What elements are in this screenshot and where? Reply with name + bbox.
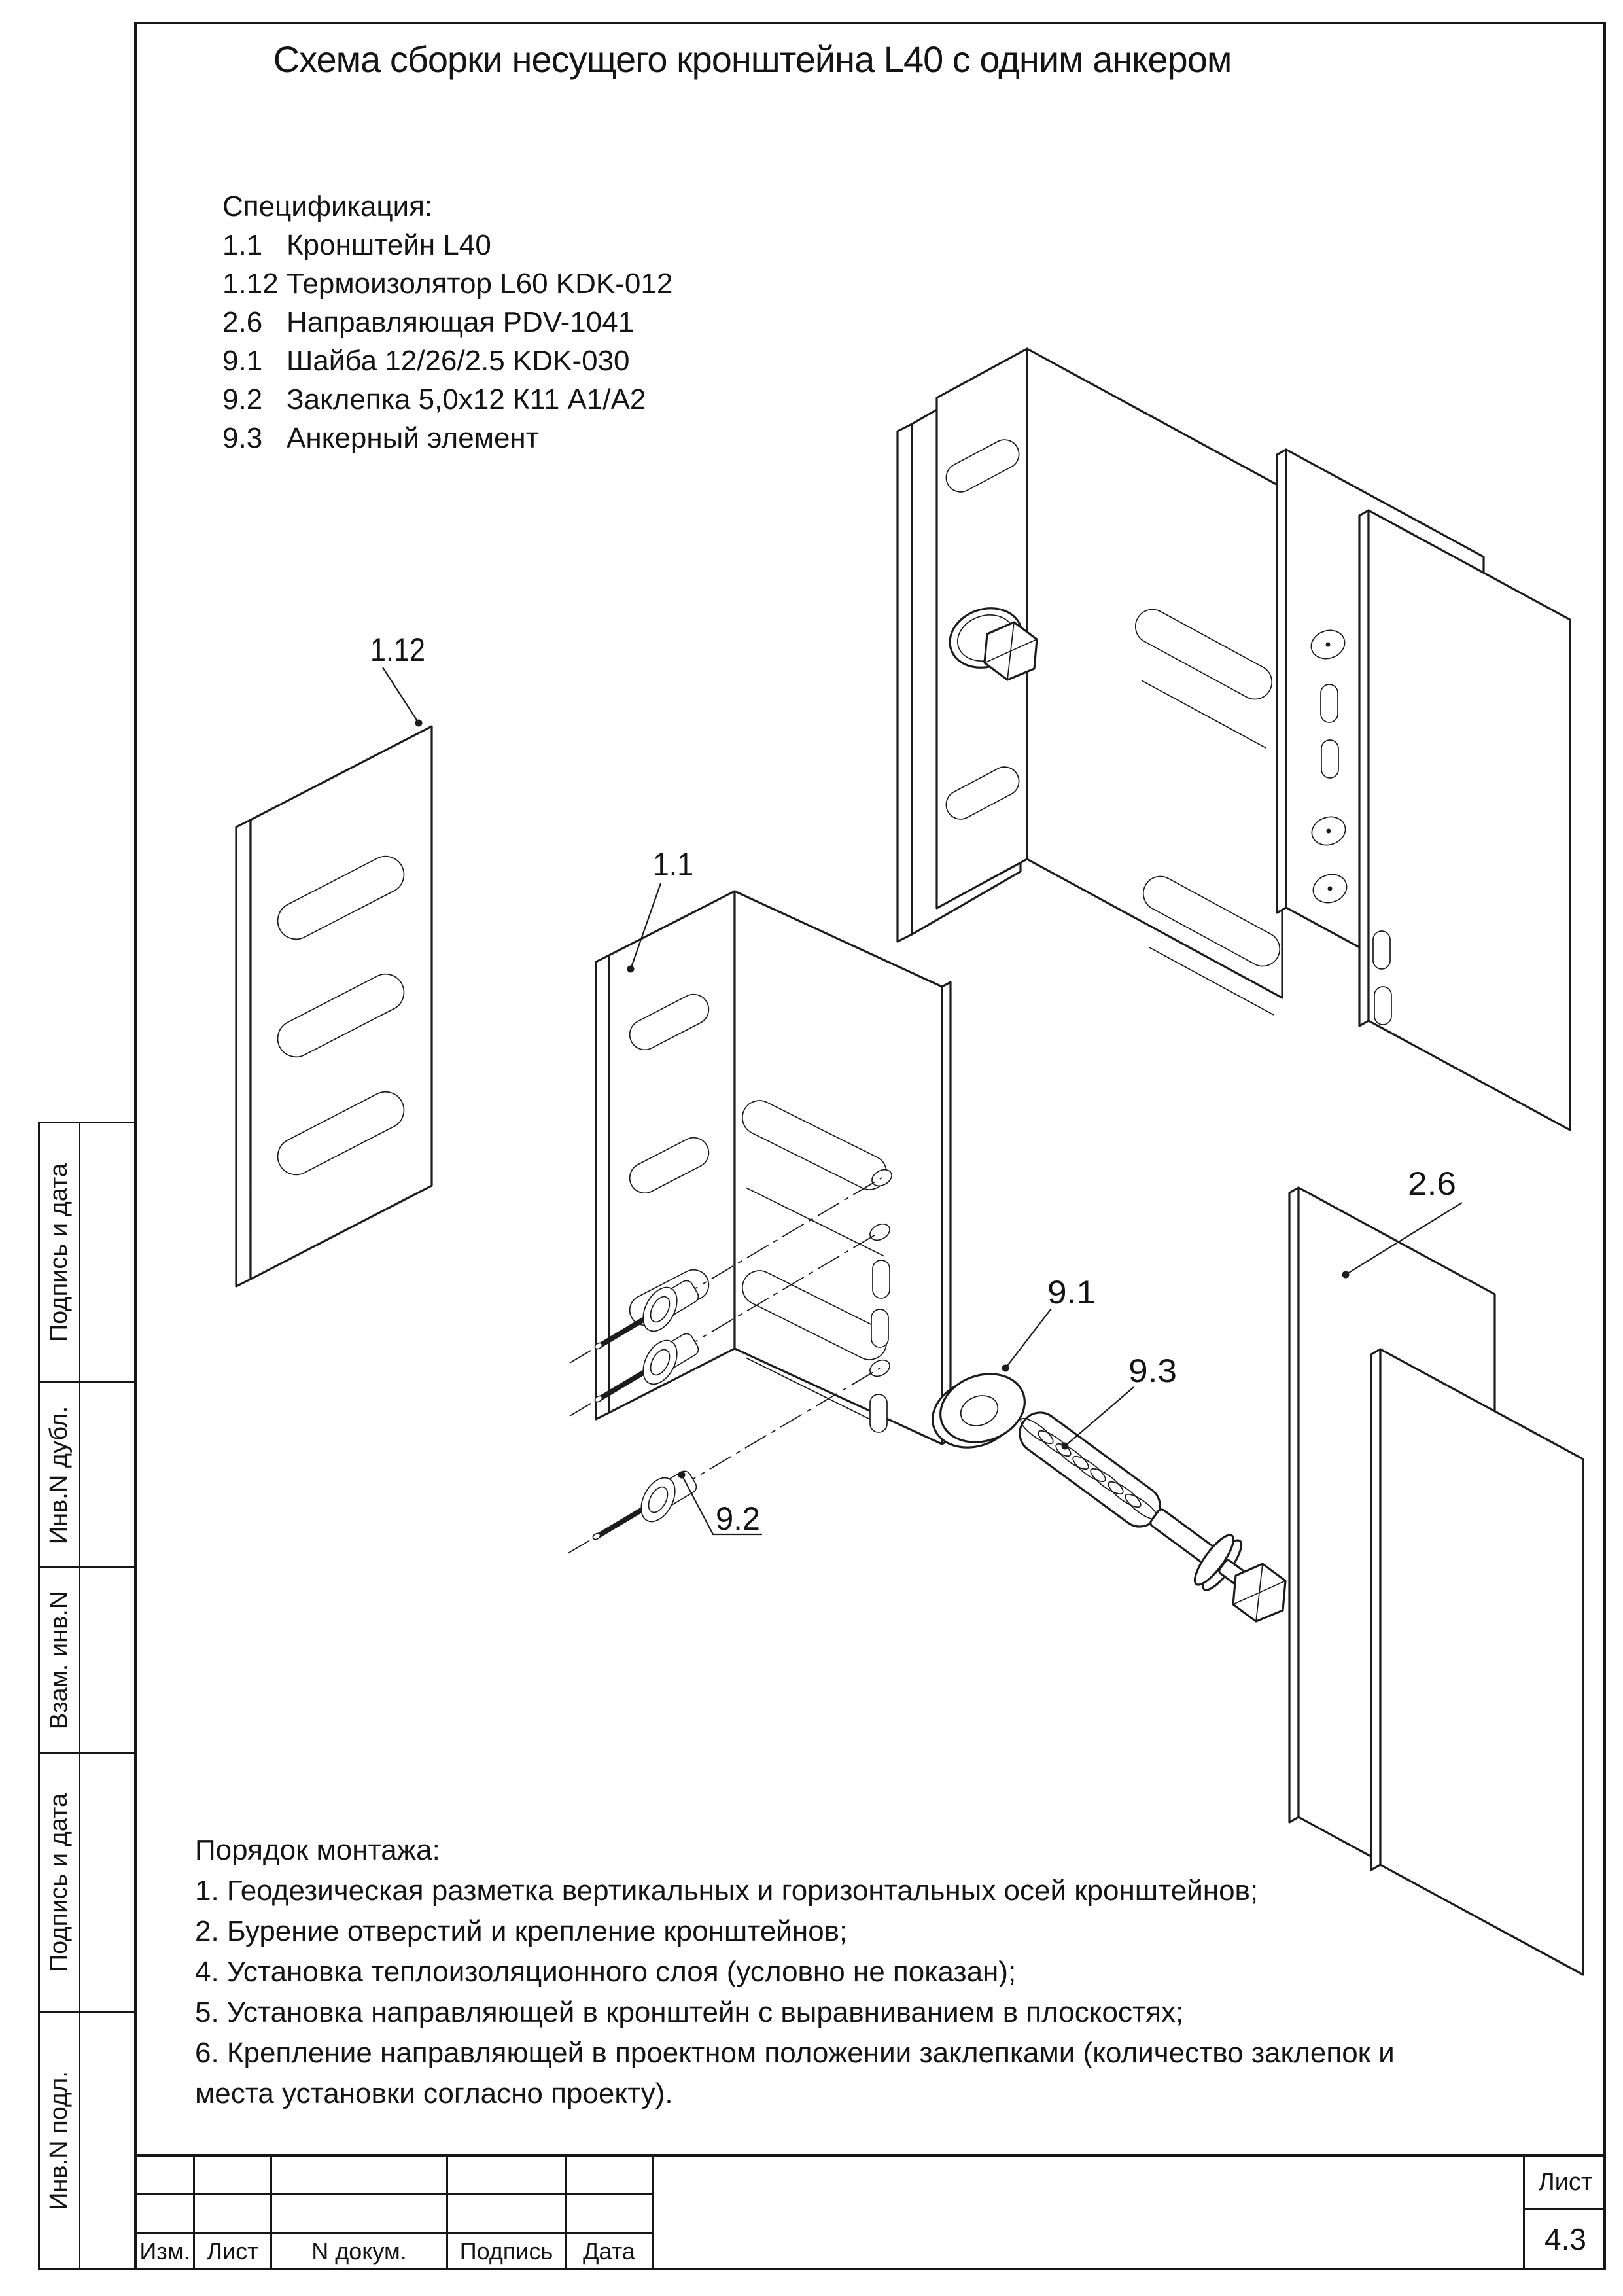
spec-item: 9.2 Заклепка 5,0х12 К11 А1/А2 (222, 383, 646, 415)
part-label-2-6: 2.6 (1408, 1165, 1456, 1202)
titleblock-col-list: Лист (207, 2237, 258, 2265)
part-label-1-12: 1.12 (370, 631, 425, 668)
titleblock-col-ndokum: N докум. (311, 2237, 407, 2265)
assembled-unit-drawing (898, 349, 1570, 1130)
montage-block (195, 1830, 1395, 2114)
specification-header: Спецификация: (222, 190, 433, 222)
montage-line: 6. Крепление направляющей в проектном положении заклепками (количество заклепок и (195, 2037, 1395, 2069)
titleblock-row-line (134, 2193, 654, 2195)
frame-top (134, 22, 1606, 24)
frame-bottom (38, 2268, 1606, 2270)
spec-item: 9.3 Анкерный элемент (222, 422, 539, 454)
spec-item: 2.6 Направляющая PDV-1041 (222, 306, 635, 338)
montage-line: места установки согласно проекту). (195, 2077, 673, 2110)
part-label-9-1: 9.1 (1047, 1274, 1096, 1311)
sidebar-cell-podpis-data-2: Подпись и дата (45, 1793, 73, 1973)
spec-item: 9.1 Шайба 12/26/2.5 KDK-030 (222, 345, 630, 377)
specification-block (222, 187, 672, 457)
montage-line: 2. Бурение отверстий и крепление кронштейнов; (195, 1915, 848, 1947)
spec-item: 1.1 Кронштейн L40 (222, 229, 491, 261)
sheet-label-cell: Лист (1538, 2168, 1593, 2196)
montage-line: 1. Геодезическая разметка вертикальных и горизонтальных осей кронштейнов; (195, 1875, 1259, 1907)
montage-line: 5. Установка направляющей в кронштейн с выравниванием в плоскостях; (195, 1996, 1184, 2028)
spec-item: 1.12 Термоизолятор L60 KDK-012 (222, 268, 673, 300)
sidebar-cell-vzam-inv: Взам. инв.N (45, 1591, 73, 1730)
sidebar-cell-podpis-data-1: Подпись и дата (45, 1163, 73, 1342)
titleblock-col-line (652, 2154, 654, 2270)
sidebar-inner-line (79, 1122, 80, 2270)
anchor-drawing (1012, 1405, 1285, 1621)
sheet-title: Схема сборки несущего кронштейна L40 с одним анкером (273, 39, 1232, 80)
sidebar-cell-inv-dubl: Инв.N дубл. (45, 1405, 73, 1544)
sheet-number-cell: 4.3 (1544, 2222, 1586, 2256)
sidebar-cell-inv-podl: Инв.N подл. (45, 2071, 73, 2210)
titleblock-col-podpis: Подпись (459, 2237, 553, 2265)
part-label-9-3: 9.3 (1128, 1352, 1177, 1389)
part-label-1-1: 1.1 (653, 846, 693, 883)
montage-header: Порядок монтажа: (195, 1834, 440, 1866)
frame-right (1603, 22, 1606, 2270)
titleblock-col-data: Дата (583, 2237, 635, 2265)
frame-left (134, 22, 137, 2270)
part-label-9-2: 9.2 (716, 1500, 760, 1537)
rivet (592, 1469, 699, 1541)
titleblock-top-line (134, 2154, 1606, 2157)
titleblock-col-izm: Изм. (139, 2237, 190, 2265)
montage-line: 4. Установка теплоизоляционного слоя (условно не показан); (195, 1956, 1017, 1988)
thermoisolator-plate-drawing (236, 726, 432, 1286)
